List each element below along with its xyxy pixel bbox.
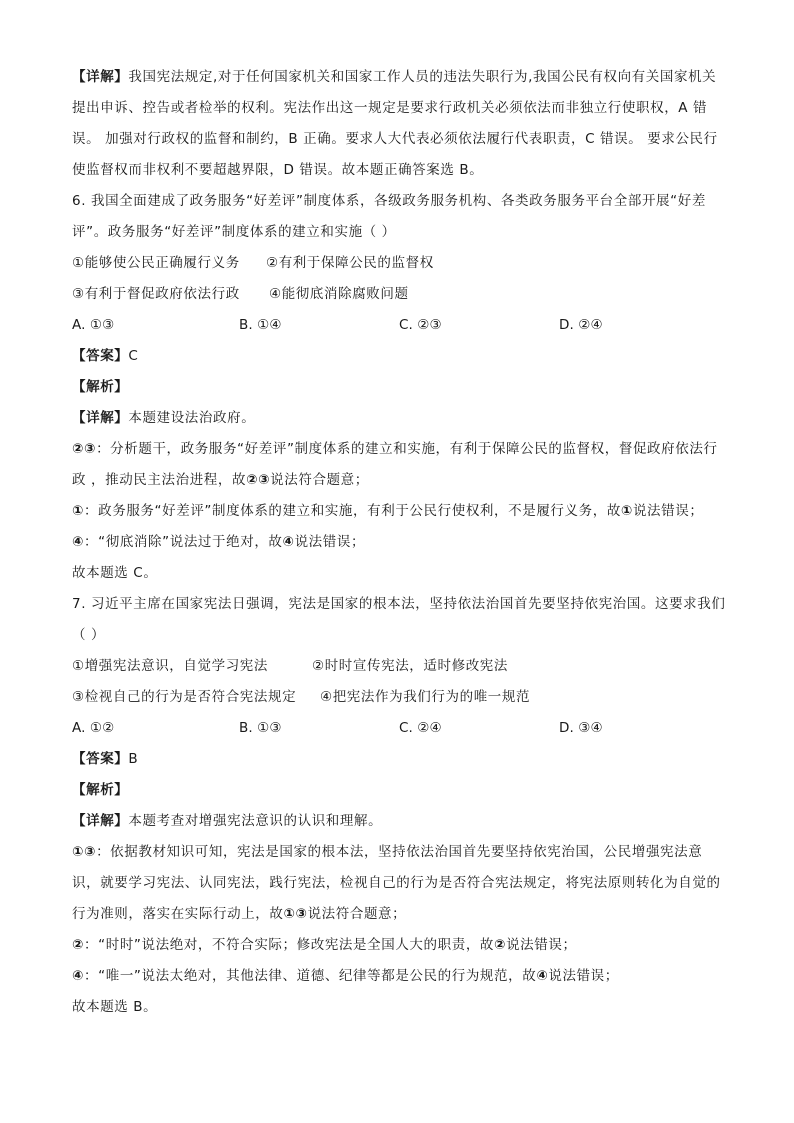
q6-item-1: ①能够使公民正确履行义务 xyxy=(72,255,240,271)
q7-item-2: ②时时宣传宪法，适时修改宪法 xyxy=(312,658,509,674)
q6-d1-text-a: ：分析题干，政务服务“好差评”制度体系的建立和实施，有利于保障公民的监督权，督促政府依法行 xyxy=(96,441,718,457)
item-ref: ① xyxy=(620,503,633,519)
q7-option-b: B. ①③ xyxy=(239,720,282,736)
item-ref: ①③ xyxy=(283,906,308,922)
item-ref: ② xyxy=(72,937,85,953)
q7-d1-text-c: 行为准则，落实在实际行动上，故 xyxy=(72,906,284,922)
q7-d1-line-3 xyxy=(72,899,727,930)
q6-detail-line xyxy=(72,403,727,434)
q7-item-4: ④把宪法作为我们行为的唯一规范 xyxy=(320,689,531,705)
q6-answer-line xyxy=(72,341,727,372)
q6-items-row-2 xyxy=(72,279,727,310)
item-ref: ①③ xyxy=(72,844,97,860)
q6-d2-text-a: ：政务服务“好差评”制度体系的建立和实施，有利于公民行使权利，不是履行义务，故 xyxy=(84,503,621,519)
q7-d2-text-b: 说法错误； xyxy=(506,937,577,953)
q6-option-d: D. ②④ xyxy=(559,317,603,333)
item-ref: ④ xyxy=(72,968,85,984)
q6-item-4: ④能彻底消除腐败问题 xyxy=(269,286,409,302)
detail-tag: 【详解】 xyxy=(72,813,129,829)
item-ref: ②③ xyxy=(72,441,97,457)
q6-d1-line-2 xyxy=(72,465,727,496)
q6-d1-text-b: 政 ，推动民主法治进程，故 xyxy=(72,472,247,488)
q7-analysis-tag: 【解析】 xyxy=(72,782,129,798)
item-ref: ② xyxy=(494,937,507,953)
q7-detail-line xyxy=(72,806,727,837)
q6-d2-line xyxy=(72,496,727,527)
q6-detail-text: 本题建设法治政府。 xyxy=(128,410,256,426)
q6-item-2: ②有利于保障公民的监督权 xyxy=(266,255,434,271)
q7-d2-text-a: ：“时时”说法绝对，不符合实际；修改宪法是全国人大的职责，故 xyxy=(84,937,495,953)
item-ref: ④ xyxy=(536,968,549,984)
q7-item-3: ③检视自己的行为是否符合宪法规定 xyxy=(72,689,297,705)
q6-d2-text-b: 说法错误； xyxy=(632,503,704,519)
q5-detail-line-3: 误。 加强对行政权的监督和制约，B 正确。要求人大代表必须依法履行代表职责，C 错误。 要求公民行 xyxy=(72,131,718,147)
q7-d2-line xyxy=(72,930,727,961)
q6-stem-line-2: 评”。政务服务“好差评”制度体系的建立和实施（ ） xyxy=(72,224,396,240)
answer-tag: 【答案】 xyxy=(72,751,129,767)
q6-option-a: A. ①③ xyxy=(72,317,115,333)
q6-d1-line-1 xyxy=(72,434,727,465)
q6-conclusion: 故本题选 C。 xyxy=(72,565,158,581)
q5-detail-line-1 xyxy=(72,62,727,93)
q7-d1-line-2: 识，就要学习宪法、认同宪法，践行宪法，检视自己的行为是否符合宪法规定，将宪法原则转化为自觉的 xyxy=(72,875,721,891)
q7-stem-line-1: 7. 习近平主席在国家宪法日强调，宪法是国家的根本法，坚持依法治国首先要坚持依宪治国。这要求我们 xyxy=(72,596,726,612)
detail-tag: 【详解】 xyxy=(72,410,129,426)
q7-item-1: ①增强宪法意识，自觉学习宪法 xyxy=(72,658,269,674)
q7-conclusion: 故本题选 B。 xyxy=(72,999,158,1015)
q6-stem-line-1: 6. 我国全面建成了政务服务“好差评”制度体系，各级政务服务机构、各类政务服务平台全部开展“好差 xyxy=(72,193,706,209)
q7-option-a: A. ①② xyxy=(72,720,115,736)
q6-d3-text-b: 说法错误； xyxy=(294,534,366,550)
q6-option-b: B. ①④ xyxy=(239,317,282,333)
q7-d1-line-1 xyxy=(72,837,727,868)
q6-d3-line xyxy=(72,527,727,558)
q7-d3-text-a: ：“唯一”说法太绝对，其他法律、道德、纪律等都是公民的行为规范，故 xyxy=(84,968,537,984)
q7-items-row-2 xyxy=(72,682,727,713)
q7-answer: B xyxy=(128,751,139,767)
q7-option-d: D. ③④ xyxy=(559,720,603,736)
answer-tag: 【答案】 xyxy=(72,348,129,364)
q5-detail-text-1: 我国宪法规定,对于任何国家机关和国家工作人员的违法失职行为,我国公民有权向有关国家机关 xyxy=(128,69,717,85)
q6-d3-text-a: ：“彻底消除”说法过于绝对，故 xyxy=(84,534,283,550)
q7-answer-line xyxy=(72,744,727,775)
q6-d1-text-c: 说法符合题意； xyxy=(270,472,369,488)
q7-items-row-1 xyxy=(72,651,727,682)
q7-d3-line xyxy=(72,961,727,992)
document-page xyxy=(72,62,727,1023)
q7-d1-text-a: ：依据教材知识可知，宪法是国家的根本法，坚持依法治国首先要坚持依宪治国，公民增强宪法意 xyxy=(96,844,703,860)
q7-d3-text-b: 说法错误； xyxy=(548,968,619,984)
q6-options-row xyxy=(72,310,727,341)
item-ref: ④ xyxy=(72,534,85,550)
q5-detail-line-2: 提出申诉、控告或者检举的权利。宪法作出这一规定是要求行政机关必须依法而非独立行使职权，A 错 xyxy=(72,100,708,116)
item-ref: ① xyxy=(72,503,85,519)
detail-tag: 【详解】 xyxy=(72,69,129,85)
q7-option-c: C. ②④ xyxy=(399,720,442,736)
item-ref: ④ xyxy=(282,534,295,550)
q7-detail-text: 本题考查对增强宪法意识的认识和理解。 xyxy=(128,813,383,829)
q7-options-row xyxy=(72,713,727,744)
q6-items-row-1 xyxy=(72,248,727,279)
q7-stem-line-2: （ ） xyxy=(72,627,106,643)
item-ref: ②③ xyxy=(246,472,271,488)
q6-analysis-tag: 【解析】 xyxy=(72,379,129,395)
q7-d1-text-d: 说法符合题意； xyxy=(307,906,407,922)
q6-answer: C xyxy=(128,348,139,364)
q5-detail-line-4: 使监督权而非权利不要超越界限，D 错误。故本题正确答案选 B。 xyxy=(72,162,484,178)
q6-option-c: C. ②③ xyxy=(399,317,442,333)
q6-item-3: ③有利于督促政府依法行政 xyxy=(72,286,240,302)
